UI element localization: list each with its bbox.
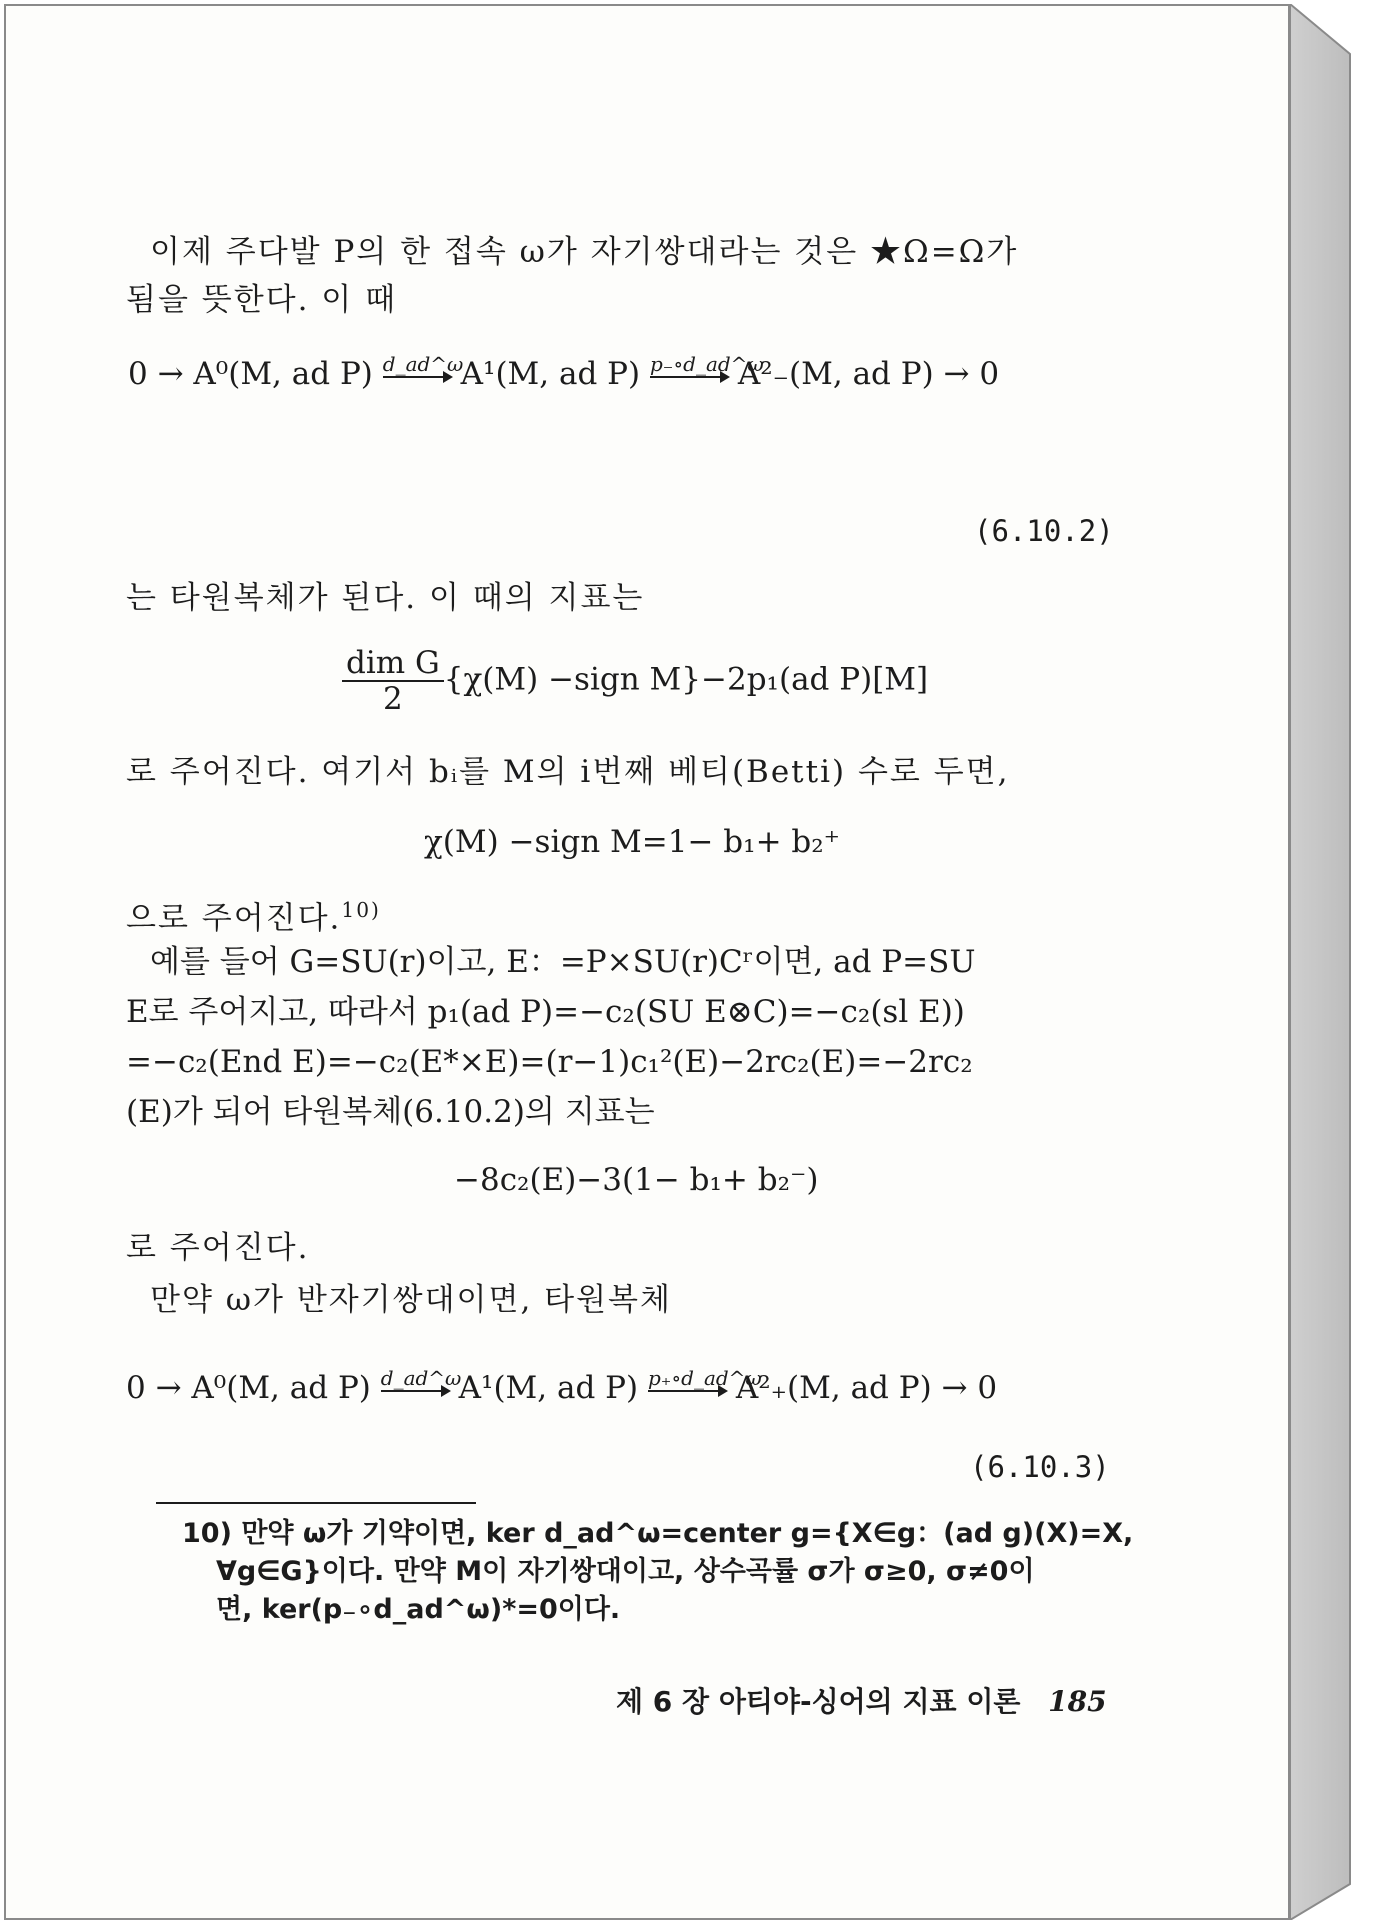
para6: 로 주어진다. <box>126 1230 310 1266</box>
para5-line4: (E)가 되어 타원복체(6.10.2)의 지표는 <box>126 1094 655 1130</box>
para1-line2: 됨을 뜻한다. 이 때 <box>126 282 398 318</box>
book-page <box>4 4 1290 1920</box>
seq1-arrow2 <box>649 351 764 378</box>
footnote-line3: 면, ker(p₋∘d_ad^ω)*=0이다. <box>216 1594 621 1625</box>
index-fraction <box>342 646 444 716</box>
seq2-arrow1-label: d_ad^ω <box>380 1365 462 1390</box>
index-formula-2: −8c₂(E)−3(1− b₁+ b₂⁻) <box>454 1162 819 1198</box>
para5-line1: 예를 들어 G=SU(r)이고, E：=P×SU(r)Cʳ이면, ad P=SU <box>150 944 976 980</box>
seq1-left: 0 → A⁰(M, ad P) <box>128 356 373 392</box>
page-number: 185 <box>1048 1685 1107 1718</box>
seq2-middle: A¹(M, ad P) <box>458 1370 639 1406</box>
index-numerator: dim G <box>342 646 444 682</box>
footnote-line1: 10) 만약 ω가 기약이면, ker d_ad^ω=center g={X∈g：(ad g)(X)=X, <box>182 1518 1134 1549</box>
para7: 만약 ω가 반자기쌍대이면, 타원복체 <box>150 1282 672 1318</box>
seq1-arrow2-label: p₋∘d_ad^ω <box>649 351 764 376</box>
seq2-arrow2 <box>647 1365 762 1392</box>
exact-sequence-2 <box>126 1365 998 1408</box>
equation-number-6-10-2: (6.10.2) <box>974 514 1114 548</box>
footer-chapter: 제 6 장 아티야-싱어의 지표 이론 <box>616 1685 1021 1718</box>
para2: 는 타원복체가 된다. 이 때의 지표는 <box>126 580 645 616</box>
footnote-line2: ∀g∈G}이다. 만약 M이 자기쌍대이고, 상수곡률 σ가 σ≥0, σ≠0이 <box>216 1556 1035 1587</box>
footnote-ref-10: 10) <box>341 898 381 922</box>
exact-sequence-1 <box>128 351 1000 394</box>
seq1-middle: A¹(M, ad P) <box>460 356 641 392</box>
seq2-arrow1 <box>380 1365 462 1392</box>
seq2-arrow2-label: p₊∘d_ad^ω <box>647 1365 762 1390</box>
index-formula <box>342 646 928 716</box>
seq1-arrow1 <box>382 351 464 378</box>
euler-formula: χ(M) −sign M=1− b₁+ b₂⁺ <box>424 824 841 860</box>
para1-line1: 이제 주다발 P의 한 접속 ω가 자기쌍대라는 것은 ★Ω=Ω가 <box>150 234 1019 270</box>
seq1-arrow1-label: d_ad^ω <box>382 351 464 376</box>
seq2-left: 0 → A⁰(M, ad P) <box>126 1370 371 1406</box>
footnote-divider <box>156 1502 476 1504</box>
running-footer <box>616 1680 1107 1720</box>
para5-line3: =−c₂(End E)=−c₂(E*×E)=(r−1)c₁²(E)−2rc₂(E)=−2rc₂ <box>126 1044 973 1080</box>
para3: 로 주어진다. 여기서 bᵢ를 M의 i번째 베티(Betti) 수로 두면, <box>126 754 1010 790</box>
book-spine-edge <box>1290 4 1386 1920</box>
index-denominator: 2 <box>383 681 403 717</box>
seq2-right: A²₊(M, ad P) → 0 <box>735 1370 998 1406</box>
para5-line2: E로 주어지고, 따라서 p₁(ad P)=−c₂(SU E⊗C)=−c₂(sl E)) <box>126 994 965 1030</box>
para4 <box>126 890 381 938</box>
equation-number-6-10-3: (6.10.3) <box>970 1450 1110 1484</box>
para4-text: 으로 주어진다. <box>126 900 342 937</box>
index-rest: {χ(M) −sign M}−2p₁(ad P)[M] <box>443 661 929 698</box>
seq1-right: A²₋(M, ad P) → 0 <box>737 356 1000 392</box>
